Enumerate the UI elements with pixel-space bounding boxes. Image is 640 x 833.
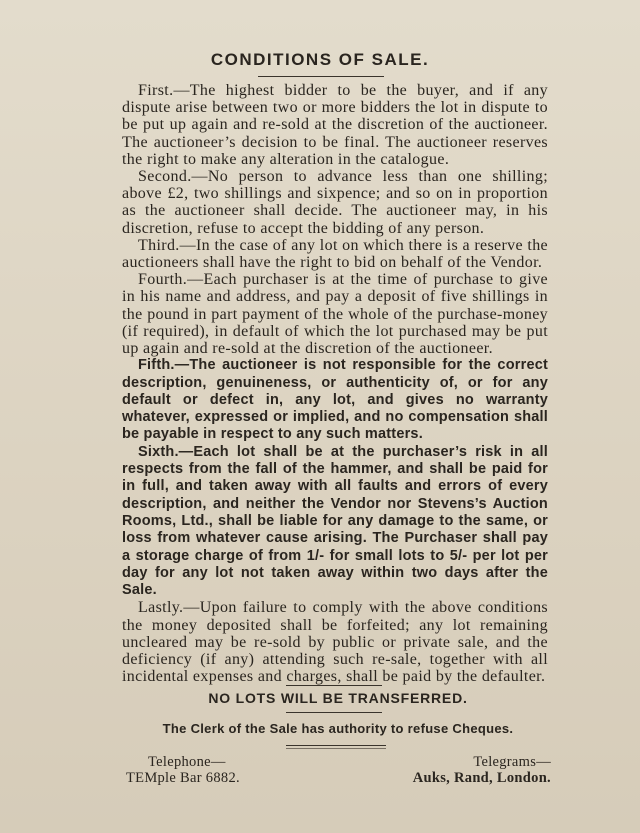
telegrams-address: Auks, Rand, London. <box>412 770 551 786</box>
condition-first: First.—The highest bidder to be the buyer, and if any dispute arise between two or more bidders the lot in dispute to be put up again and re-sold at the discretion of the auctioneer. The auctioneer’s decision to be final. The auctioneer reserves the right to make any alteration in the catalogue. <box>122 82 548 168</box>
condition-second: Second.—No person to advance less than one shilling; above £2, two shillings and sixpence; and so on in proportion as the auctioneer shall decide. The auctioneer may, in his discretion, refuse to accept the bidding of any person. <box>122 168 548 237</box>
divider-rule <box>286 685 382 686</box>
telephone-label: Telephone— <box>148 754 226 770</box>
divider-rule <box>286 712 382 713</box>
condition-sixth: Sixth.—Each lot shall be at the purchaser’s risk in all respects from the fall of the hammer, and shall be paid for in full, and taken away with all faults and errors of every description, and neither the Vendor nor Stevens’s Auction Rooms, Ltd., shall be liable for any damage to the same, or loss from whatever cause arising. The Purchaser shall pay a storage charge of from 1/- for small lots to 5/- per lot per day for any lot not taken away within two days after the Sale. <box>122 443 548 599</box>
transfer-notice: NO LOTS WILL BE TRANSFERRED. <box>208 690 468 706</box>
telegrams-label: Telegrams— <box>473 754 551 770</box>
telephone-block <box>126 754 240 786</box>
condition-lastly: Lastly.—Upon failure to comply with the above conditions the money deposited shall be forfeited; any lot remaining uncleared may be re-sold by public or private sale, and the deficiency (if any) attending such re-sale, together with all incidental expenses and charges, shall be paid by the defaulter. <box>122 599 548 686</box>
cheques-notice: The Clerk of the Sale has authority to refuse Cheques. <box>162 721 514 736</box>
page-title: CONDITIONS OF SALE. <box>210 50 430 69</box>
divider-rule <box>286 748 386 749</box>
condition-fourth: Fourth.—Each purchaser is at the time of purchase to give in his name and address, and pay a deposit of five shillings in the pound in part payment of the whole of the purchase-money (if required), in default of which the lot purchased may be put up again and re-sold at the discretion of the auctioneer. <box>122 271 548 358</box>
telegrams-block <box>413 754 551 786</box>
divider-rule <box>286 745 386 746</box>
title-rule <box>258 76 384 77</box>
condition-third: Third.—In the case of any lot on which there is a reserve the auctioneers shall have the right to bid on behalf of the Vendor. <box>122 236 548 272</box>
telephone-number: TEMple Bar 6882. <box>126 770 240 786</box>
conditions-body <box>122 82 548 685</box>
condition-fifth: Fifth.—The auctioneer is not responsible for the correct description, genuineness, or authenticity of, or for any default or defect in, any lot, and gives no warranty whatever, expressed or implied, and no compensation shall be payable in respect to any such matters. <box>122 357 548 443</box>
